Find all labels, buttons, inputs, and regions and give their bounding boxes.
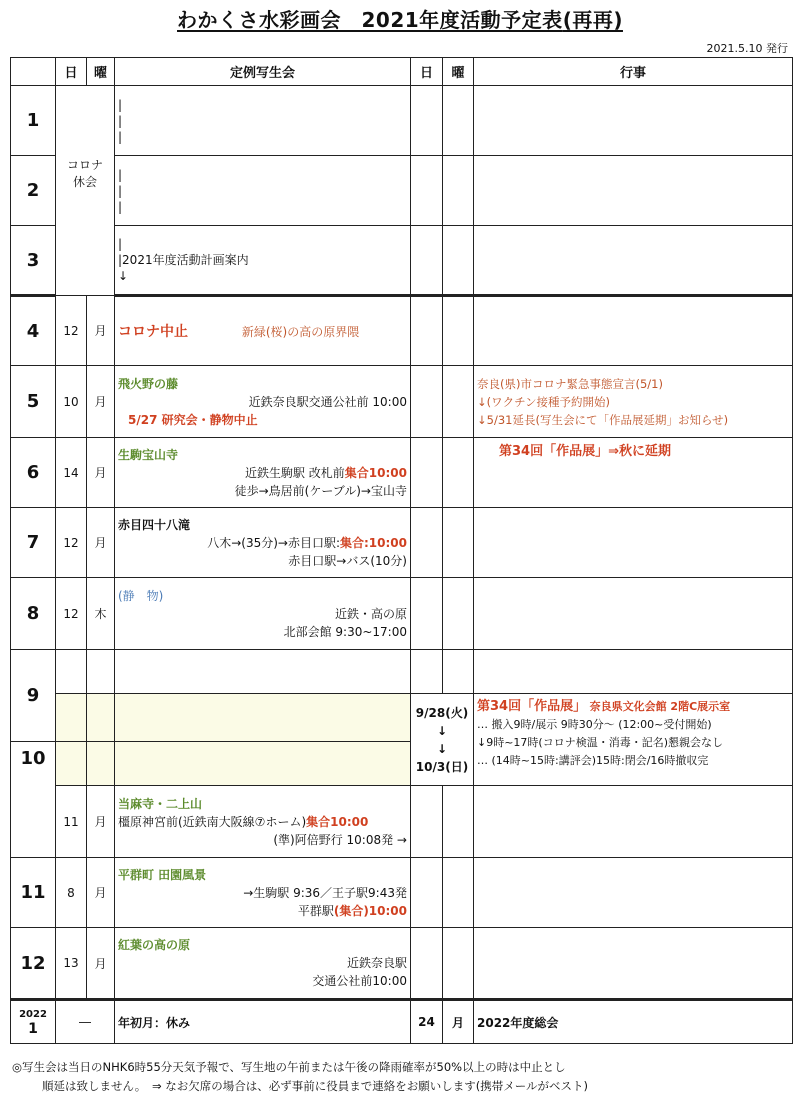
day2-4 (411, 296, 443, 366)
aug-place1: 近鉄・高の原 (334, 606, 407, 621)
jan-day2: 24 (411, 1000, 443, 1044)
month-5: 5 (11, 366, 56, 438)
nov-day: 8 (56, 858, 87, 928)
month-row-6 (11, 438, 793, 508)
aug-sketch (115, 578, 411, 650)
dec-place2: 交通公社前10:00 (312, 974, 407, 988)
day2-9 (411, 650, 443, 694)
day2-10 (411, 786, 443, 858)
month-1: 1 (11, 86, 56, 156)
may-event-2: ↓(ワクチン接種予約開始) (477, 394, 611, 409)
nov-route: →生駒駅 9:36／王子駅9:43発 (243, 885, 407, 900)
header-weekday: 曜 (87, 58, 115, 86)
day2-2 (411, 156, 443, 226)
plan-guide: 2021年度活動計画案内 (122, 253, 249, 267)
nov-meet: 平群駅 (297, 903, 334, 918)
header-events: 行事 (474, 58, 793, 86)
aug-name: (静 物) (118, 588, 164, 603)
event-12 (474, 928, 793, 1000)
dec-place1: 近鉄奈良駅 (346, 956, 407, 970)
month-7: 7 (11, 508, 56, 578)
jul-weekday: 月 (87, 508, 115, 578)
exhibit-arrow-1: ↓ (436, 723, 448, 738)
dec-sketch (115, 928, 411, 1000)
month-row-4 (11, 296, 793, 366)
apr-place: 新緑(桜)の高の原界隈 (241, 325, 360, 339)
wd2-10 (443, 786, 474, 858)
oct-weekday: 月 (87, 786, 115, 858)
month-row-3 (11, 226, 793, 296)
sep-day (56, 650, 87, 694)
jan-sketch: 年初月：休み (115, 1000, 411, 1044)
jun-event: 第34回「作品展」⇒秋に延期 (499, 444, 671, 459)
nov-weekday: 月 (87, 858, 115, 928)
sketch-2: | | | (115, 156, 411, 226)
header-day2: 日 (411, 58, 443, 86)
apr-sketch (115, 296, 411, 366)
month-6: 6 (11, 438, 56, 508)
month-jan (11, 1000, 56, 1044)
month-9: 9 (11, 650, 56, 742)
wd2-4 (443, 296, 474, 366)
day2-1 (411, 86, 443, 156)
event-10 (474, 786, 793, 858)
exhibit-line3: … (14時~15時:講評会)15時:閉会/16時撤収完 (477, 754, 709, 767)
may-sketch (115, 366, 411, 438)
jan-year: 2022 (19, 1009, 47, 1020)
event-1 (474, 86, 793, 156)
note-line-1: ◎写生会は当日のNHK6時55分天気予報で、写生地の午前または午後の降雨確率が50%以上の時は中止とし (12, 1060, 566, 1074)
nov-name: 平群町 田園風景 (118, 867, 207, 882)
sep-sketch (115, 650, 411, 694)
month-2: 2 (11, 156, 56, 226)
exhibit-line1: … 搬入9時/展示 9時30分～ (12:00~受付開始) (477, 718, 712, 731)
day2-5 (411, 366, 443, 438)
wd2-5 (443, 366, 474, 438)
jun-day: 14 (56, 438, 87, 508)
may-weekday: 月 (87, 366, 115, 438)
month-row-5 (11, 366, 793, 438)
dec-name: 紅葉の高の原 (118, 938, 191, 952)
jul-day: 12 (56, 508, 87, 578)
month-row-7 (11, 508, 793, 578)
month-row-12 (11, 928, 793, 1000)
day2-11 (411, 858, 443, 928)
month-row-11 (11, 858, 793, 928)
oct-sketch (115, 786, 411, 858)
wd2-3 (443, 226, 474, 296)
jul-route2: 赤目口駅→バス(10分) (288, 553, 407, 568)
may-event-3: ↓5/31延長(写生会にて「作品展延期」お知らせ) (477, 412, 729, 427)
day2-8 (411, 578, 443, 650)
oct-day: 11 (56, 786, 87, 858)
month-row-jan (11, 1000, 793, 1044)
dec-weekday: 月 (87, 928, 115, 1000)
month-row-9b (11, 694, 793, 742)
wd2-6 (443, 438, 474, 508)
header-weekday2: 曜 (443, 58, 474, 86)
wd2-11 (443, 858, 474, 928)
exhibit-venue: 奈良県文化会館 2階C展示室 (589, 700, 731, 713)
aug-place2: 北部会館 9:30~17:00 (283, 624, 407, 639)
sketch-3: | |2021年度活動計画案内 ↓ (115, 226, 411, 296)
sep-day-b (56, 694, 87, 742)
apr-weekday: 月 (87, 296, 115, 366)
jun-sketch (115, 438, 411, 508)
jun-meet-time: 集合10:00 (344, 465, 407, 480)
event-11 (474, 858, 793, 928)
event-3 (474, 226, 793, 296)
month-row-8 (11, 578, 793, 650)
apr-day: 12 (56, 296, 87, 366)
oct-meet-time: 集合10:00 (306, 814, 369, 829)
header-day: 日 (56, 58, 87, 86)
jan-event: 2022年度総会 (474, 1000, 793, 1044)
sketch-1: | | | (115, 86, 411, 156)
dec-day: 13 (56, 928, 87, 1000)
month-3: 3 (11, 226, 56, 296)
may-name: 飛火野の藤 (118, 376, 179, 391)
corona-rest-line1: コロナ (66, 158, 103, 172)
wd2-1 (443, 86, 474, 156)
exhibit-arrow-2: ↓ (436, 741, 448, 756)
wd2-9 (443, 650, 474, 694)
wd2-12 (443, 928, 474, 1000)
may-day: 10 (56, 366, 87, 438)
oct-weekday-a (87, 742, 115, 786)
header-month (11, 58, 56, 86)
event-7 (474, 508, 793, 578)
jul-name: 赤目四十八滝 (118, 517, 191, 532)
title-suffix: (再再) (562, 8, 623, 32)
oct-route: (準)阿倍野行 10:08発 → (273, 832, 407, 847)
month-row-10b (11, 786, 793, 858)
month-4: 4 (11, 296, 56, 366)
jan-day: ― (56, 1000, 115, 1044)
jul-meet-time: 集合:10:00 (340, 535, 407, 550)
wd2-2 (443, 156, 474, 226)
exhibit-events (474, 694, 793, 786)
jun-name: 生駒宝山寺 (118, 447, 179, 462)
sep-weekday (87, 650, 115, 694)
jan-month: 1 (28, 1021, 38, 1037)
day2-7 (411, 508, 443, 578)
wd2-7 (443, 508, 474, 578)
sep-weekday-b (87, 694, 115, 742)
issue-date: 2021.5.10 発行 (706, 42, 788, 55)
header-sketch: 定例写生会 (115, 58, 411, 86)
exhibit-dates (411, 694, 474, 786)
event-4 (474, 296, 793, 366)
jul-route1: 八木→(35分)→赤目口駅: (207, 535, 340, 550)
page-title (0, 4, 800, 33)
exhibit-start: 9/28(火) (415, 705, 469, 720)
corona-rest (56, 86, 115, 296)
month-8: 8 (11, 578, 56, 650)
month-12: 12 (11, 928, 56, 1000)
month-11: 11 (11, 858, 56, 928)
month-row-2 (11, 156, 793, 226)
oct-sketch-a (115, 742, 411, 786)
aug-weekday: 木 (87, 578, 115, 650)
may-meet: 近鉄奈良駅交通公社前 10:00 (248, 394, 407, 409)
corona-rest-line2: 休会 (72, 175, 97, 189)
may-note: 5/27 研究会・静物中止 (128, 412, 258, 427)
jul-sketch (115, 508, 411, 578)
jun-weekday: 月 (87, 438, 115, 508)
jan-weekday2: 月 (443, 1000, 474, 1044)
sep-sketch-b (115, 694, 411, 742)
aug-day: 12 (56, 578, 87, 650)
month-10: 10 (11, 742, 56, 858)
schedule-table (10, 57, 793, 1044)
exhibit-end: 10/3(日) (415, 759, 469, 774)
footnotes (12, 1058, 588, 1096)
oct-name: 当麻寺・二上山 (118, 796, 203, 811)
exhibit-title: 第34回「作品展」 (477, 699, 587, 714)
jun-route: 徒歩→鳥居前(ケーブル)→宝山寺 (234, 483, 407, 498)
event-8 (474, 578, 793, 650)
wd2-8 (443, 578, 474, 650)
may-events (474, 366, 793, 438)
exhibit-line2: ↓9時~17時(コロナ検温・消毒・記名)懇親会なし (477, 736, 724, 749)
nov-meet-time: (集合)10:00 (333, 903, 407, 918)
event-9 (474, 650, 793, 694)
jun-events (474, 438, 793, 508)
apr-status: コロナ中止 (118, 324, 188, 340)
title-text: わかくさ水彩画会 2021年度活動予定表 (177, 8, 563, 32)
header-row (11, 58, 793, 86)
note-line-2: 順延は致しません。 ⇒ なお欠席の場合は、必ず事前に役員まで連絡をお願いします(携帯メールがベスト) (42, 1079, 588, 1093)
day2-6 (411, 438, 443, 508)
jun-meet: 近鉄生駒駅 改札前 (244, 465, 345, 480)
day2-12 (411, 928, 443, 1000)
month-row-9a (11, 650, 793, 694)
may-event-1: 奈良(県)市コロナ緊急事態宣言(5/1) (477, 376, 663, 391)
oct-day-a (56, 742, 87, 786)
nov-sketch (115, 858, 411, 928)
day2-3 (411, 226, 443, 296)
event-2 (474, 156, 793, 226)
month-row-1 (11, 86, 793, 156)
oct-meet: 橿原神宮前(近鉄南大阪線⑦ホーム) (118, 814, 307, 829)
